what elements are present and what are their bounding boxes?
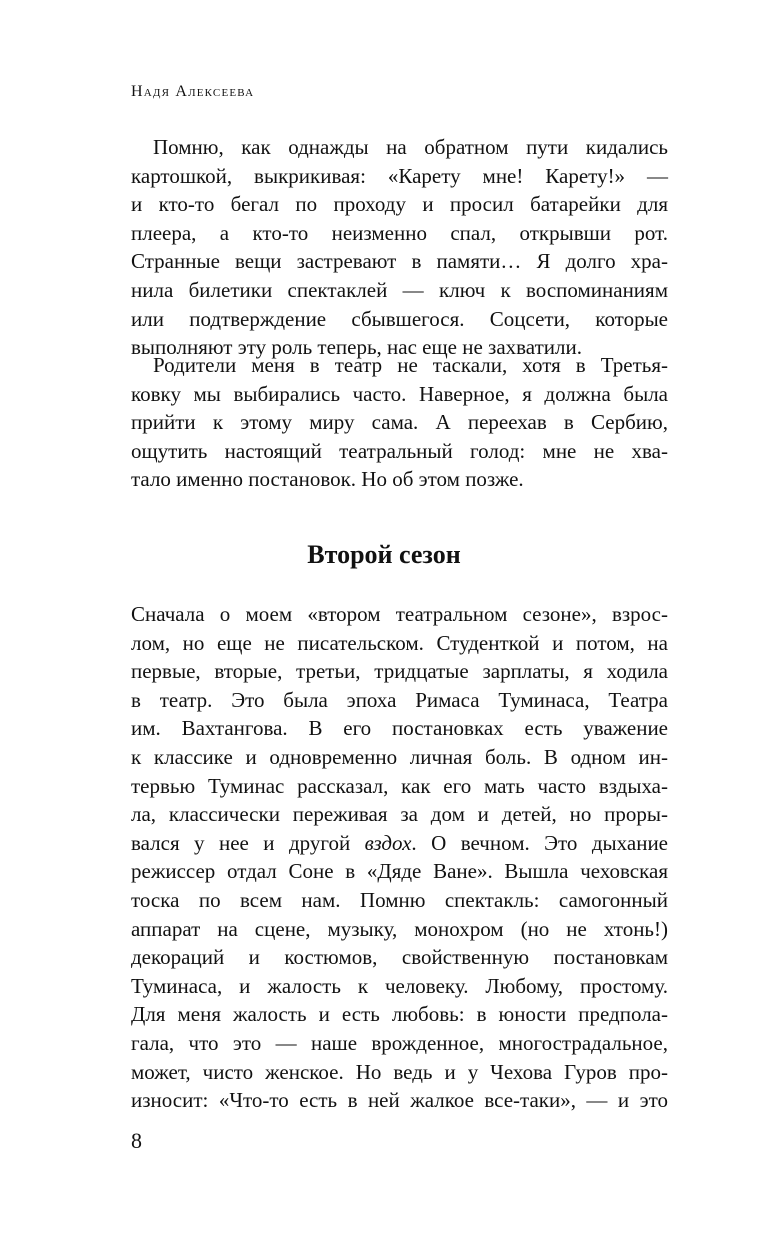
text-line: первые, вторые, третьи, тридцатые зарплаты, я ходила [131,659,668,684]
text-line: износит: «Что-то есть в ней жалкое все-таки», — и это [131,1088,668,1113]
text-line: в театр. Это была эпоха Римаса Туминаса, Театра [131,687,668,712]
text-line: ла, классически переживая за дом и детей, но проры- [131,802,668,827]
text-line: плеера, а кто-то неизменно спал, открывши рот. [131,220,668,245]
text-line: лом, но еще не писательском. Студенткой и потом, на [131,630,668,655]
section-heading: Второй сезон [307,540,461,569]
text-line: Для меня жалость и есть любовь: в юности предпола- [131,1002,668,1027]
text-line: может, чисто женское. Но ведь и у Чехова Гуров про- [131,1059,668,1084]
text-line: ковку мы выбирались часто. Наверное, я должна была [131,381,668,406]
paragraph-second-season [131,600,668,1115]
text-line: к классике и одновременно личная боль. В одном ин- [131,744,668,769]
paragraph-memories [131,133,668,362]
text-line: или подтверждение сбывшегося. Соцсети, которые [131,306,668,331]
text-line: аппарат на сцене, музыку, монохром (но не хтонь!) [131,916,668,941]
text-line: Сначала о моем «втором театральном сезоне», взрос- [131,602,668,626]
text-line: тоска по всем нам. Помню спектакль: самогонный [131,887,668,912]
text-line: гала, что это — наше врожденное, многострадальное, [131,1030,668,1055]
text-line: и кто-то бегал по проходу и просил батарейки для [131,192,668,217]
text-line: Помню, как однажды на обратном пути кидались [153,135,668,159]
text-line: прийти к этому миру сама. А переехав в Сербию, [131,410,668,435]
emphasized-word: вздох [364,830,412,855]
page-number: 8 [131,1128,142,1153]
text-line: Родители меня в театр не таскали, хотя в Третья- [153,353,668,377]
text-line: нила билетики спектаклей — ключ к воспоминаниям [131,277,668,302]
text-line: вался у нее и другой вздох. О вечном. Это дыхание [131,830,669,855]
text-line: Странные вещи застревают в памяти… Я долго хра- [131,249,668,274]
paragraph-parents [131,351,668,494]
text-line: тервью Туминас рассказал, как его мать часто вздыха- [131,773,668,798]
text-line: им. Вахтангова. В его постановках есть уважение [131,716,668,741]
running-head-author: Надя Алексеева [131,83,255,100]
text-line: Туминаса, и жалость к человеку. Любому, простому. [131,973,668,998]
text-line: декораций и костюмов, свойственную постановкам [131,945,668,970]
text-line: режиссер отдал Соне в «Дяде Ване». Вышла чеховская [131,859,668,884]
text-line: выполняют эту роль теперь, нас еще не захватили. [131,335,582,360]
text-line: ощутить настоящий театральный голод: мне не хва- [131,438,668,463]
text-line: картошкой, выкрикивая: «Карету мне! Карету!» — [131,163,668,188]
text-line: тало именно постановок. Но об этом позже. [131,467,524,492]
